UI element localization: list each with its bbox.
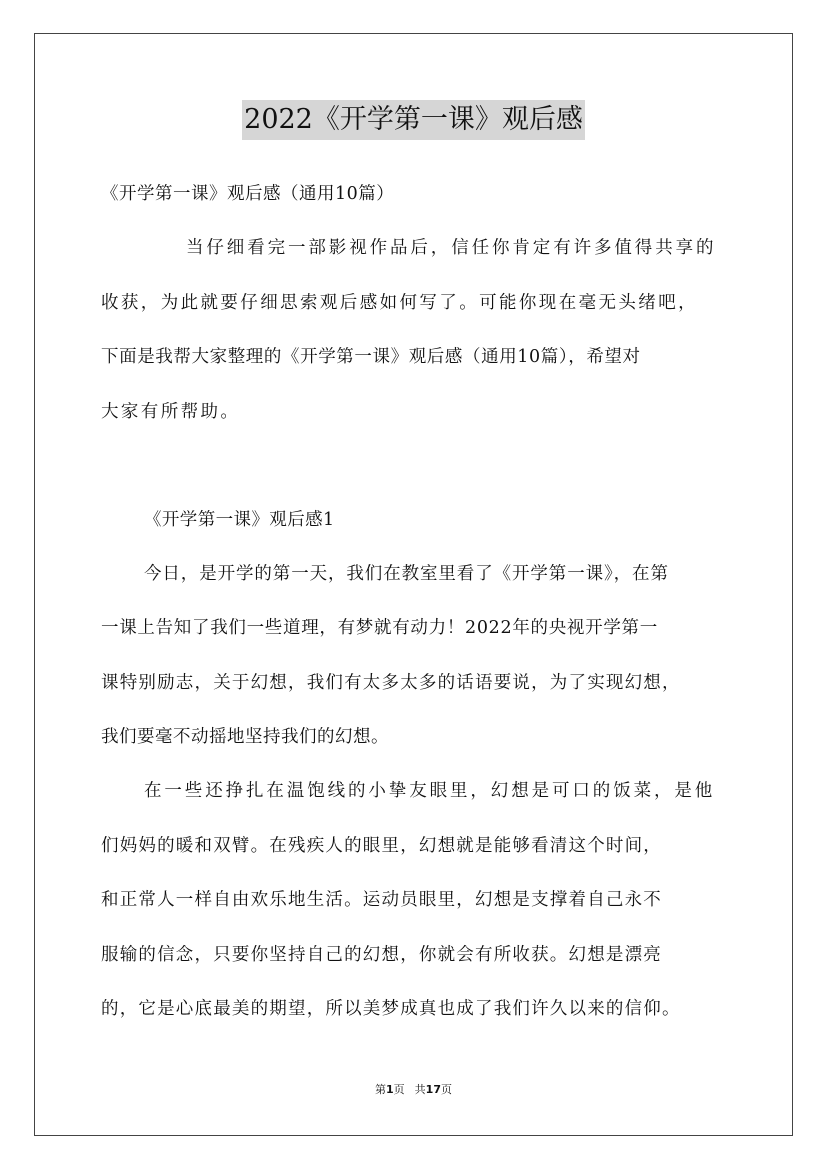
footer-page-unit: 页 — [393, 1083, 405, 1096]
text-line: 我们要毫不动摇地坚持我们的幻想。 — [101, 727, 389, 747]
text-line: 下面是我帮大家整理的《开学第一课》观后感（通用10篇），希望对 — [101, 347, 641, 367]
footer-page-prefix: 第 — [375, 1083, 387, 1096]
text-line: 《开学第一课》观后感1 — [144, 510, 335, 530]
footer-total-prefix: 共 — [414, 1083, 426, 1096]
text-line: 一课上告知了我们一些道理，有梦就有动力！2022年的央视开学第一 — [101, 618, 658, 638]
text-line: 的，它是心底最美的期望，所以美梦成真也成了我们许久以来的信仰。 — [101, 999, 681, 1019]
text-line: 和正常人一样自由欢乐地生活。运动员眼里，幻想是支撑着自己永不 — [101, 890, 662, 910]
text-line: 服输的信念，只要你坚持自己的幻想，你就会有所收获。幻想是漂亮 — [101, 945, 662, 965]
footer-total-pages: 17 — [425, 1083, 441, 1096]
text-line: 大家有所帮助。 — [101, 402, 241, 422]
text-line: 在一些还挣扎在温饱线的小挚友眼里，幻想是可口的饭菜，是他 — [144, 781, 716, 801]
text-line: 今日，是开学的第一天，我们在教室里看了《开学第一课》，在第 — [144, 564, 669, 584]
text-line: 收获，为此就要仔细思索观后感如何写了。可能你现在毫无头绪吧， — [101, 293, 698, 313]
text-line: 《开学第一课》观后感（通用10篇） — [101, 184, 395, 204]
text-line: 们妈妈的暖和双臂。在残疾人的眼里，幻想就是能够看清这个时间， — [101, 836, 662, 856]
footer-total-unit: 页 — [440, 1083, 452, 1096]
page-footer — [0, 1082, 827, 1098]
document-title-wrapper — [0, 100, 827, 140]
text-line: 课特别励志，关于幻想，我们有太多太多的话语要说，为了实现幻想， — [101, 673, 681, 693]
document-title: 2022《开学第一课》观后感 — [242, 100, 585, 140]
text-line: 当仔细看完一部影视作品后，信任你肯定有许多值得共享的 — [186, 238, 717, 258]
footer-page-number: 1 — [386, 1083, 394, 1096]
